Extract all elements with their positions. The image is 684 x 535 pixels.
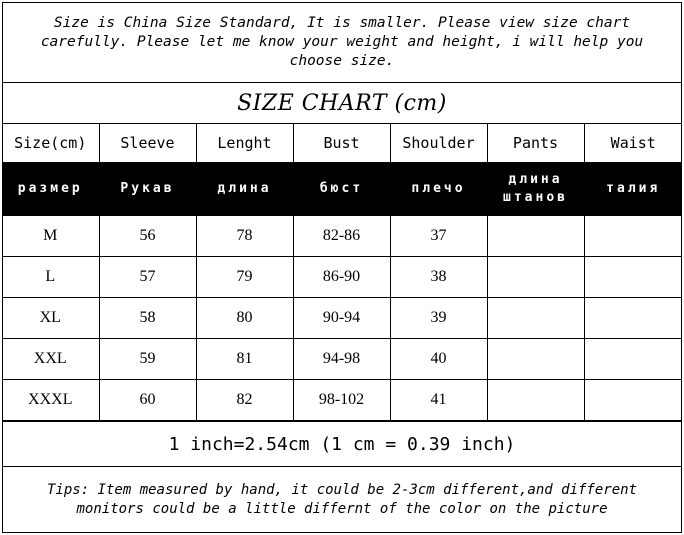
- header-size: Size(cm): [2, 124, 99, 163]
- waist-cell: [584, 216, 682, 257]
- table-row: [2, 339, 682, 380]
- sleeve-cell: 59: [99, 339, 196, 380]
- sleeve-cell: 60: [99, 380, 196, 421]
- size-cell: XXXL: [2, 380, 99, 421]
- length-cell: 81: [196, 339, 293, 380]
- sleeve-cell: 58: [99, 298, 196, 339]
- pants-cell: [487, 216, 584, 257]
- shoulder-cell: 37: [390, 216, 487, 257]
- header-ru-shoulder: плечо: [390, 163, 487, 216]
- bust-cell: 86-90: [293, 257, 390, 298]
- size-standard-note: Size is China Size Standard, It is smaller. Please view size chart carefully. Please let me know your weight and height, i will help you choose size.: [2, 2, 682, 83]
- header-ru-sleeve: Рукав: [99, 163, 196, 216]
- header-length: Lenght: [196, 124, 293, 163]
- header-ru-pants: длина штанов: [487, 163, 584, 216]
- header-ru-bust: бюст: [293, 163, 390, 216]
- bust-cell: 98-102: [293, 380, 390, 421]
- header-waist: Waist: [584, 124, 682, 163]
- table-row: [2, 216, 682, 257]
- size-cell: L: [2, 257, 99, 298]
- waist-cell: [584, 298, 682, 339]
- size-table: [2, 124, 682, 421]
- length-cell: 80: [196, 298, 293, 339]
- bust-cell: 94-98: [293, 339, 390, 380]
- header-ru-waist: талия: [584, 163, 682, 216]
- pants-cell: [487, 339, 584, 380]
- header-sleeve: Sleeve: [99, 124, 196, 163]
- header-pants: Pants: [487, 124, 584, 163]
- chart-title: SIZE CHART (cm): [2, 83, 682, 124]
- table-row: [2, 380, 682, 421]
- shoulder-cell: 38: [390, 257, 487, 298]
- table-row: [2, 257, 682, 298]
- header-shoulder: Shoulder: [390, 124, 487, 163]
- size-cell: M: [2, 216, 99, 257]
- shoulder-cell: 40: [390, 339, 487, 380]
- pants-cell: [487, 257, 584, 298]
- waist-cell: [584, 380, 682, 421]
- unit-conversion-note: 1 inch=2.54cm (1 cm = 0.39 inch): [2, 421, 682, 467]
- length-cell: 82: [196, 380, 293, 421]
- table-row: [2, 298, 682, 339]
- measurement-tips-note: Tips: Item measured by hand, it could be 2-3cm different,and different monitors could be a little differnt of the color on the picture: [46, 482, 637, 517]
- header-ru-size: размер: [2, 163, 99, 216]
- shoulder-cell: 39: [390, 298, 487, 339]
- bust-cell: 82-86: [293, 216, 390, 257]
- size-cell: XXL: [2, 339, 99, 380]
- length-cell: 79: [196, 257, 293, 298]
- sleeve-cell: 56: [99, 216, 196, 257]
- header-row-english: [2, 124, 682, 163]
- header-row-russian: [2, 163, 682, 216]
- size-cell: XL: [2, 298, 99, 339]
- waist-cell: [584, 257, 682, 298]
- bust-cell: 90-94: [293, 298, 390, 339]
- pants-cell: [487, 380, 584, 421]
- pants-cell: [487, 298, 584, 339]
- shoulder-cell: 41: [390, 380, 487, 421]
- header-ru-length: длина: [196, 163, 293, 216]
- waist-cell: [584, 339, 682, 380]
- header-bust: Bust: [293, 124, 390, 163]
- length-cell: 78: [196, 216, 293, 257]
- sleeve-cell: 57: [99, 257, 196, 298]
